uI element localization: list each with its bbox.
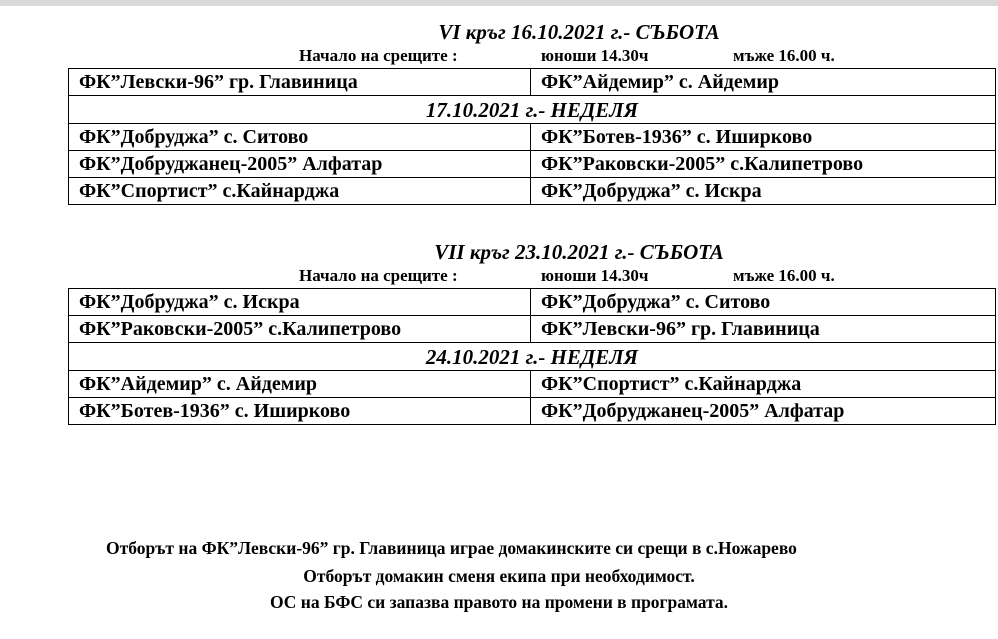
fixture-row xyxy=(69,289,996,316)
away-team: ФК”Раковски-2005” с.Калипетрово xyxy=(531,151,996,178)
home-team: ФК”Добруджа” с. Искра xyxy=(69,289,531,316)
fixture-row xyxy=(69,151,996,178)
day-heading-row xyxy=(69,343,996,371)
away-team: ФК”Ботев-1936” с. Иширково xyxy=(531,124,996,151)
round-7-men-time: мъже 16.00 ч. xyxy=(733,266,835,285)
program-changes-note: ОС на БФС си запазва правото на промени в програмата. xyxy=(269,592,729,612)
home-team: ФК”Добруджанец-2005” Алфатар xyxy=(69,151,531,178)
away-team: ФК”Добруджа” с. Ситово xyxy=(531,289,996,316)
fixture-row xyxy=(69,178,996,205)
round-6-day2-title: 17.10.2021 г.- НЕДЕЛЯ xyxy=(69,96,996,124)
kit-change-note: Отборът домакин сменя екипа при необходимост. xyxy=(303,566,695,586)
home-team: ФК”Левски-96” гр. Главиница xyxy=(69,69,531,96)
round-6-men-time: мъже 16.00 ч. xyxy=(733,46,835,65)
home-venue-note: Отборът на ФК”Левски-96” гр. Главиница играе домакинските си срещи в с.Ножарево xyxy=(106,538,797,558)
home-team: ФК”Добруджа” с. Ситово xyxy=(69,124,531,151)
round-6-start-label: Начало на срещите : xyxy=(299,46,458,65)
fixture-row xyxy=(69,69,996,96)
away-team: ФК”Левски-96” гр. Главиница xyxy=(531,316,996,343)
away-team: ФК”Добруджанец-2005” Алфатар xyxy=(531,398,996,425)
round-7-youth-time: юноши 14.30ч xyxy=(541,266,649,285)
round-6-youth-time: юноши 14.30ч xyxy=(541,46,649,65)
fixture-row xyxy=(69,316,996,343)
home-team: ФК”Айдемир” с. Айдемир xyxy=(69,371,531,398)
round-7-title: VII кръг 23.10.2021 г.- СЪБОТА xyxy=(434,240,724,264)
round-7-start-label: Начало на срещите : xyxy=(299,266,458,285)
home-team: ФК”Спортист” с.Кайнарджа xyxy=(69,178,531,205)
fixture-row xyxy=(69,371,996,398)
fixture-row xyxy=(69,124,996,151)
away-team: ФК”Добруджа” с. Искра xyxy=(531,178,996,205)
home-team: ФК”Ботев-1936” с. Иширково xyxy=(69,398,531,425)
top-edge-bar xyxy=(0,0,998,6)
home-team: ФК”Раковски-2005” с.Калипетрово xyxy=(69,316,531,343)
round-6-fixtures-table xyxy=(68,68,996,205)
round-7-day2-title: 24.10.2021 г.- НЕДЕЛЯ xyxy=(69,343,996,371)
away-team: ФК”Айдемир” с. Айдемир xyxy=(531,69,996,96)
day-heading-row xyxy=(69,96,996,124)
round-7-fixtures-table xyxy=(68,288,996,425)
fixture-row xyxy=(69,398,996,425)
round-6-title: VI кръг 16.10.2021 г.- СЪБОТА xyxy=(438,20,720,44)
away-team: ФК”Спортист” с.Кайнарджа xyxy=(531,371,996,398)
